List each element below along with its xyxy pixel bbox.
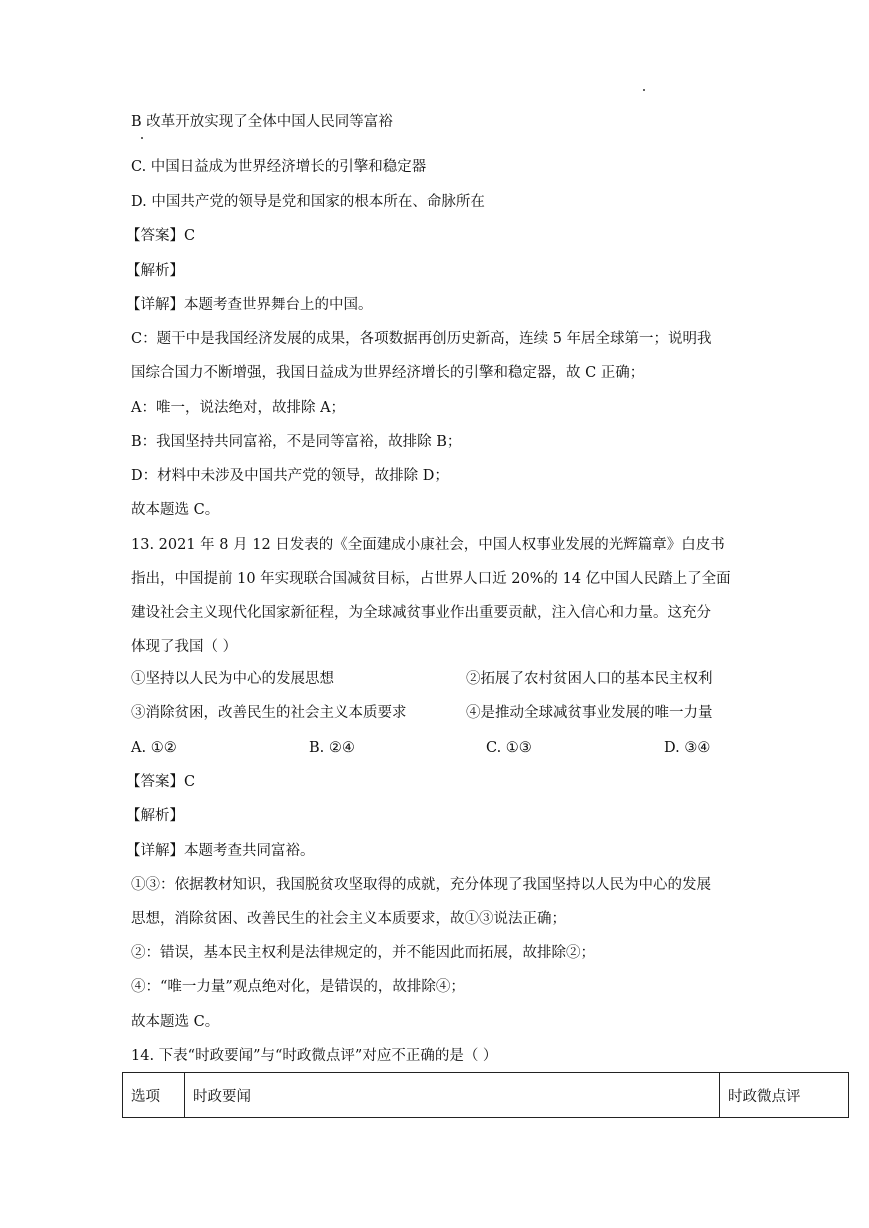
choice-a: A. ①② — [131, 740, 177, 756]
table-header-news: 时政要闻 — [185, 1073, 720, 1118]
table-header-row — [123, 1073, 849, 1118]
answer-label: 【答案】C — [126, 228, 196, 244]
question-13-line-1: 13. 2021 年 8 月 12 日发表的《全面建成小康社会，中国人权事业发展的光辉篇章》白皮书 — [131, 537, 725, 553]
question-13-line-2: 指出，中国提前 10 年实现联合国减贫目标，占世界人口近 20%的 14 亿中国人民踏上了全面 — [131, 571, 731, 587]
statement-4: ④是推动全球减贫事业发展的唯一力量 — [466, 705, 713, 721]
speck-top-right — [643, 89, 645, 91]
explain-2-line: ②：错误，基本民主权利是法律规定的，并不能因此而拓展，故排除②； — [131, 945, 595, 961]
explain-d-line: D：材料中未涉及中国共产党的领导，故排除 D； — [131, 468, 449, 484]
conclusion-line: 故本题选 C。 — [131, 502, 220, 518]
table-header-option: 选项 — [123, 1073, 185, 1118]
choice-c: C. ①③ — [486, 740, 532, 756]
answer-label-2: 【答案】C — [126, 774, 196, 790]
option-d-line: D. 中国共产党的领导是党和国家的根本所在、命脉所在 — [131, 194, 485, 210]
explain-13-line-1: ①③：依据教材知识，我国脱贫攻坚取得的成就，充分体现了我国坚持以人民为中心的发展 — [131, 877, 711, 893]
question-13-line-3: 建设社会主义现代化国家新征程，为全球减贫事业作出重要贡献，注入信心和力量。这充分 — [131, 605, 711, 621]
statement-1: ①坚持以人民为中心的发展思想 — [131, 671, 334, 687]
speck-left — [141, 137, 143, 139]
explain-b-line: B：我国坚持共同富裕，不是同等富裕，故排除 B； — [131, 434, 462, 450]
option-c-line: C. 中国日益成为世界经济增长的引擎和稳定器 — [131, 159, 427, 175]
statement-3: ③消除贫困，改善民生的社会主义本质要求 — [131, 705, 407, 721]
detail-line-2: 【详解】本题考查共同富裕。 — [126, 843, 315, 859]
explain-4-line: ④：“唯一力量”观点绝对化，是错误的，故排除④； — [131, 979, 465, 995]
analysis-label-2: 【解析】 — [126, 808, 184, 824]
analysis-label: 【解析】 — [126, 263, 184, 279]
question-14-table — [122, 1072, 849, 1118]
conclusion-line-2: 故本题选 C。 — [131, 1014, 220, 1030]
detail-line: 【详解】本题考查世界舞台上的中国。 — [126, 297, 373, 313]
table-header-comment: 时政微点评 — [720, 1073, 849, 1118]
statement-2: ②拓展了农村贫困人口的基本民主权利 — [466, 671, 713, 687]
explain-c-line-2: 国综合国力不断增强，我国日益成为世界经济增长的引擎和稳定器，故 C 正确； — [131, 365, 645, 381]
option-b-line: B 改革开放实现了全体中国人民同等富裕 — [131, 114, 393, 130]
choice-d: D. ③④ — [664, 740, 711, 756]
question-13-line-4: 体现了我国（ ） — [131, 639, 238, 655]
explain-13-line-2: 思想，消除贫困、改善民生的社会主义本质要求，故①③说法正确； — [131, 911, 566, 927]
explain-a-line: A：唯一，说法绝对，故排除 A； — [131, 400, 346, 416]
question-14-line: 14. 下表“时政要闻”与“时政微点评”对应不正确的是（ ） — [131, 1048, 498, 1064]
explain-c-line-1: C：题干中是我国经济发展的成果，各项数据再创历史新高，连续 5 年居全球第一；说明我 — [131, 331, 712, 347]
choice-b: B. ②④ — [309, 740, 355, 756]
